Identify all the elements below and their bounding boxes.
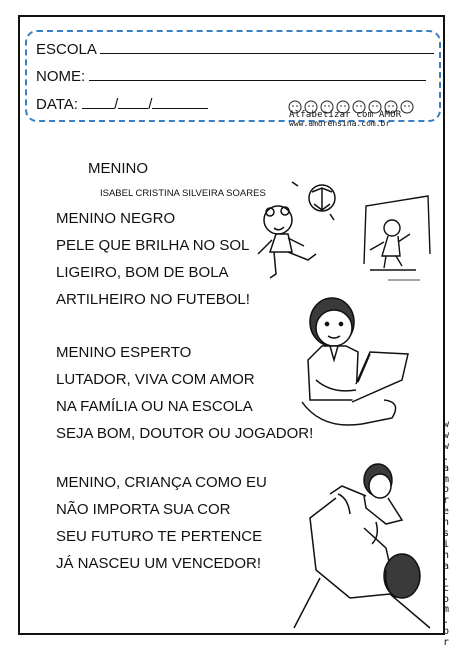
stanza-3 [56,469,267,577]
verse-line: NÃO IMPORTA SUA COR [56,501,231,518]
verse-line: JÁ NASCEU UM VENCEDOR! [56,555,262,572]
vertical-site-url: w w w . a m o r e n s i n a . c o m . b r [442,419,450,649]
date-sep-2: / [148,96,153,113]
date-year-line[interactable] [152,94,208,109]
verse-line: SEU FUTURO TE PERTENCE [56,528,263,545]
poem-title: MENINO [88,160,148,177]
boy-kicking-ball-illustration [252,180,342,285]
stanza-1 [56,205,250,313]
name-line[interactable] [89,66,426,81]
poem-author: ISABEL CRISTINA SILVEIRA SOARES [100,188,266,199]
verse-line: PELE QUE BRILHA NO SOL [56,237,250,254]
verse-line: LIGEIRO, BOM DE BOLA [56,264,229,281]
verse-line: MENINO, CRIANÇA COMO EU [56,474,267,491]
date-month-line[interactable] [118,94,148,109]
school-line[interactable] [100,39,434,54]
logo-url: www.amorensina.com.br [289,119,391,128]
verse-line: LUTADOR, VIVA COM AMOR [56,371,255,388]
verse-line: MENINO NEGRO [56,210,176,227]
name-field[interactable] [36,66,426,85]
date-label: DATA: [36,96,78,113]
verse-line: NA FAMÍLIA OU NA ESCOLA [56,398,253,415]
verse-line: MENINO ESPERTO [56,344,192,361]
verse-line: ARTILHEIRO NO FUTEBOL! [56,291,250,308]
school-label: ESCOLA [36,41,97,58]
date-sep-1: / [114,96,119,113]
date-field[interactable] [36,94,208,113]
goalkeeper-illustration [356,184,436,284]
logo-text: Alfabetizar com AMOR [289,110,402,120]
school-field[interactable] [36,39,434,58]
father-lifting-child-illustration [290,458,440,634]
date-day-line[interactable] [82,94,114,109]
verse-line: SEJA BOM, DOUTOR OU JOGADOR! [56,425,314,442]
stanza-2 [56,339,313,447]
boy-with-laptop-illustration [292,290,412,440]
name-label: NOME: [36,68,86,85]
